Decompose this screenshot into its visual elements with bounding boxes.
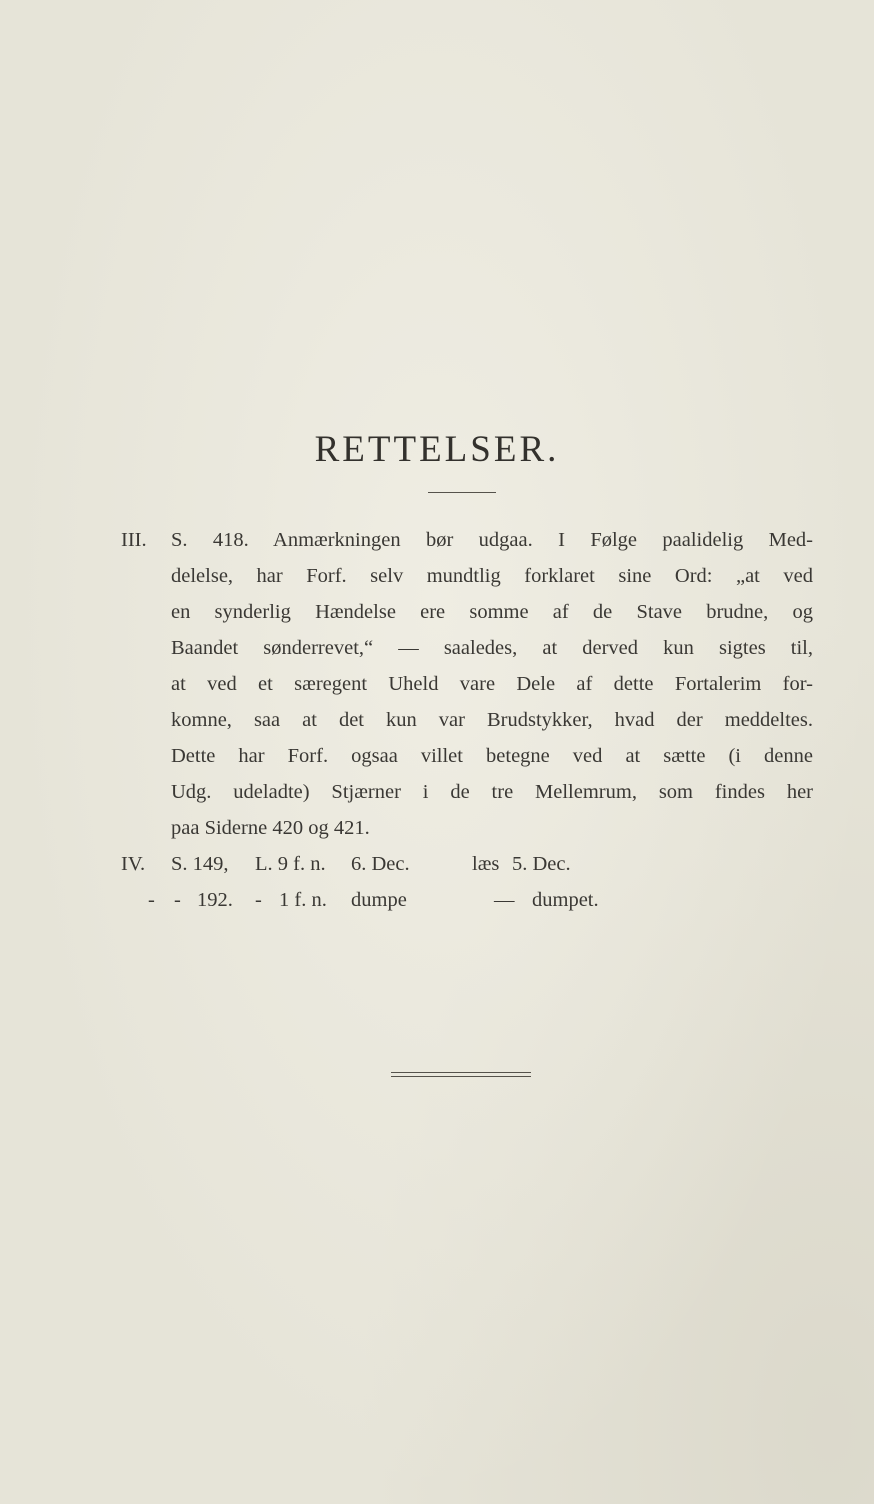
entry-text-line: Dette har Forf. ogsaa villet betegne ved at sætte (i denne	[171, 745, 813, 767]
entry-label: -	[148, 889, 155, 911]
entry-text-line: Udg. udeladte) Stjærner i de tre Mellemrum, som findes her	[171, 781, 813, 803]
page-ref: S. 149,	[171, 853, 229, 875]
entry-text-line: komne, saa at det kun var Brudstykker, hvad der meddeltes.	[171, 709, 813, 731]
page-title: RETTELSER.	[314, 429, 560, 470]
entry-text-line: paa Siderne 420 og 421.	[171, 817, 370, 839]
page-ref: 192.	[197, 889, 233, 911]
ditto-mark: -	[174, 889, 181, 911]
line-ref: 1 f. n.	[279, 889, 327, 911]
wrong-text: 6. Dec.	[351, 853, 410, 875]
entry-text-line: en synderlig Hændelse ere somme af de Stave brudne, og	[171, 601, 813, 623]
entry-row	[0, 846, 874, 882]
closing-double-rule	[391, 1072, 531, 1080]
entry-label: III.	[121, 529, 147, 551]
read-label: —	[494, 889, 515, 911]
wrong-text: dumpe	[351, 889, 407, 911]
correct-text: dumpet.	[532, 889, 599, 911]
ditto-mark: -	[255, 889, 262, 911]
read-label: læs	[472, 853, 500, 875]
entry-text-line: S. 418. Anmærkningen bør udgaa. I Følge paalidelig Med-	[171, 529, 813, 551]
entry-text-line: at ved et særegent Uheld vare Dele af dette Fortalerim for-	[171, 673, 813, 695]
rule-line	[391, 1076, 531, 1077]
title-rule	[428, 492, 496, 493]
entry-text-line: Baandet sønderrevet,“ — saaledes, at derved kun sigtes til,	[171, 637, 813, 659]
entry-text-line: delelse, har Forf. selv mundtlig forklaret sine Ord: „at ved	[171, 565, 813, 587]
entry-row	[0, 882, 874, 918]
entry-label: IV.	[121, 853, 146, 875]
line-ref: L. 9 f. n.	[255, 853, 326, 875]
correct-text: 5. Dec.	[512, 853, 571, 875]
rule-line	[391, 1072, 531, 1073]
